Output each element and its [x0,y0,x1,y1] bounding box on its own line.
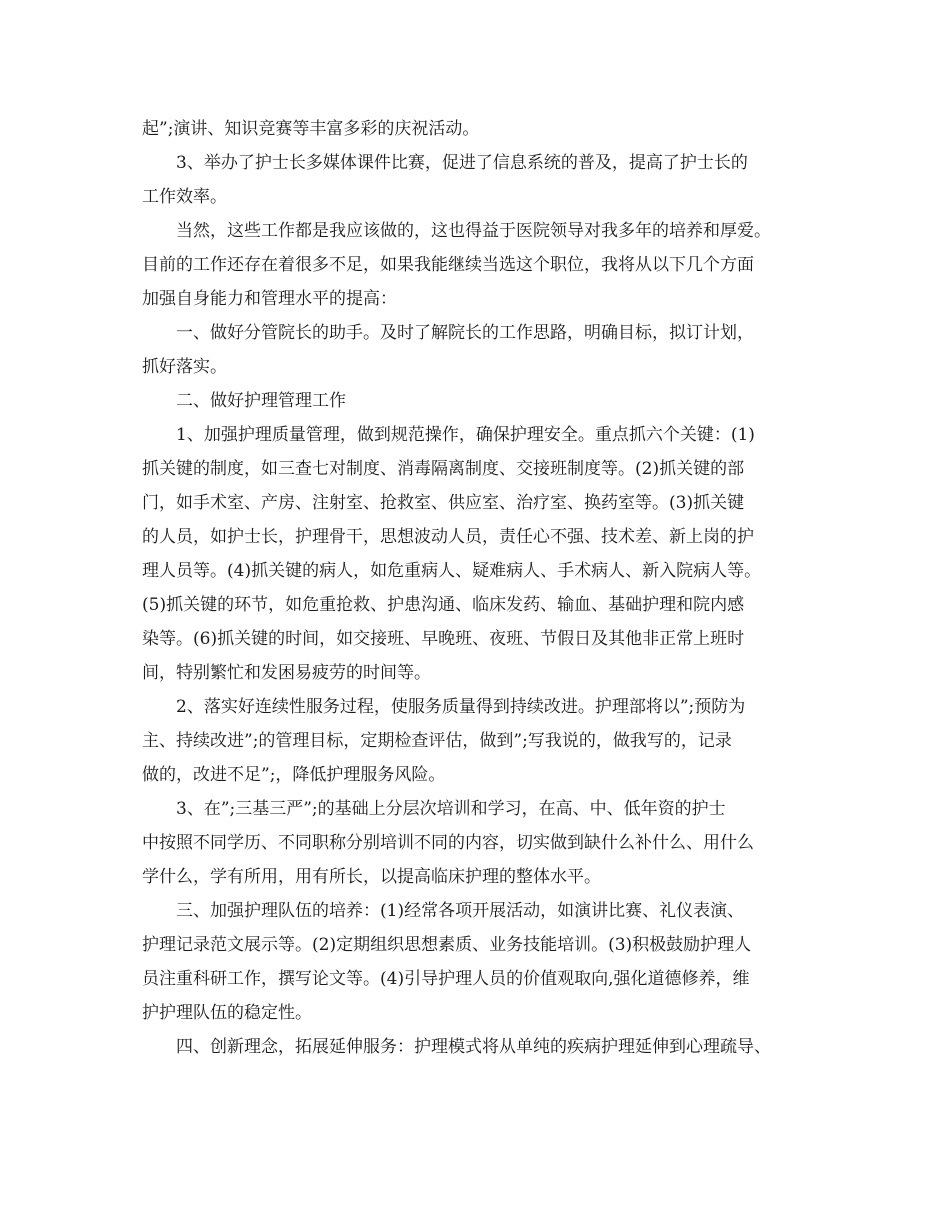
text-line: 染等。(6)抓关键的时间，如交接班、早晚班、夜班、节假日及其他非正常上班时 [142,629,745,649]
text-line: 当然，这些工作都是我应该做的，这也得益于医院领导对我多年的培养和厚爱。 [176,221,771,241]
text-line: 工作效率。 [142,187,227,207]
text-line: (5)抓关键的环节，如危重抢救、护患沟通、临床发药、输血、基础护理和院内感 [142,595,745,615]
text-line: 间，特别繁忙和发困易疲劳的时间等。 [142,663,431,683]
text-line: 3、举办了护士长多媒体课件比赛，促进了信息系统的普及，提高了护士长的 [176,153,748,173]
text-line: 3、在”;三基三严”;的基础上分层次培训和学习，在高、中、低年资的护士 [176,799,726,819]
text-line: 1、加强护理质量管理，做到规范操作，确保护理安全。重点抓六个关键：(1) [176,425,755,445]
text-line: 做的，改进不足”;，降低护理服务风险。 [142,765,446,785]
text-line: 二、做好护理管理工作 [176,391,346,411]
text-line: 抓关键的制度，如三查七对制度、消毒隔离制度、交接班制度等。(2)抓关键的部 [142,459,745,479]
text-line: 学什么，学有所用，用有所长，以提高临床护理的整体水平。 [142,867,601,887]
text-line: 抓好落实。 [142,357,227,377]
text-line: 三、加强护理队伍的培养：(1)经常各项开展活动，如演讲比赛、礼仪表演、 [176,901,745,921]
text-line: 中按照不同学历、不同职称分别培训不同的内容，切实做到缺什么补什么、用什么 [142,833,754,853]
text-line: 理人员等。(4)抓关键的病人，如危重病人、疑难病人、手术病人、新入院病人等。 [142,561,762,581]
text-line: 门，如手术室、产房、注射室、抢救室、供应室、治疗室、换药室等。(3)抓关键 [142,493,745,513]
text-line: 加强自身能力和管理水平的提高： [142,289,397,309]
text-line: 2、落实好连续性服务过程，使服务质量得到持续改进。护理部将以”;预防为 [176,697,746,717]
text-line: 四、创新理念，拓展延伸服务：护理模式将从单纯的疾病护理延伸到心理疏导、 [176,1037,771,1057]
text-line: 护护理队伍的稳定性。 [142,1003,312,1023]
text-line: 一、做好分管院长的助手。及时了解院长的工作思路，明确目标，拟订计划， [176,323,754,343]
text-line: 护理记录范文展示等。(2)定期组织思想素质、业务技能培训。(3)积极鼓励护理人 [142,935,752,955]
text-line: 目前的工作还存在着很多不足，如果我能继续当选这个职位，我将从以下几个方面 [142,255,754,275]
text-line: 员注重科研工作，撰写论文等。(4)引导护理人员的价值观取向,强化道德修养，维 [142,969,750,989]
text-line: 的人员，如护士长，护理骨干，思想波动人员，责任心不强、技术差、新上岗的护 [142,527,754,547]
text-line: 起”;演讲、知识竞赛等丰富多彩的庆祝活动。 [142,119,480,139]
text-line: 主、持续改进”;的管理目标，定期检查评估，做到”;写我说的，做我写的，记录 [142,731,732,751]
document-body [142,112,822,1064]
